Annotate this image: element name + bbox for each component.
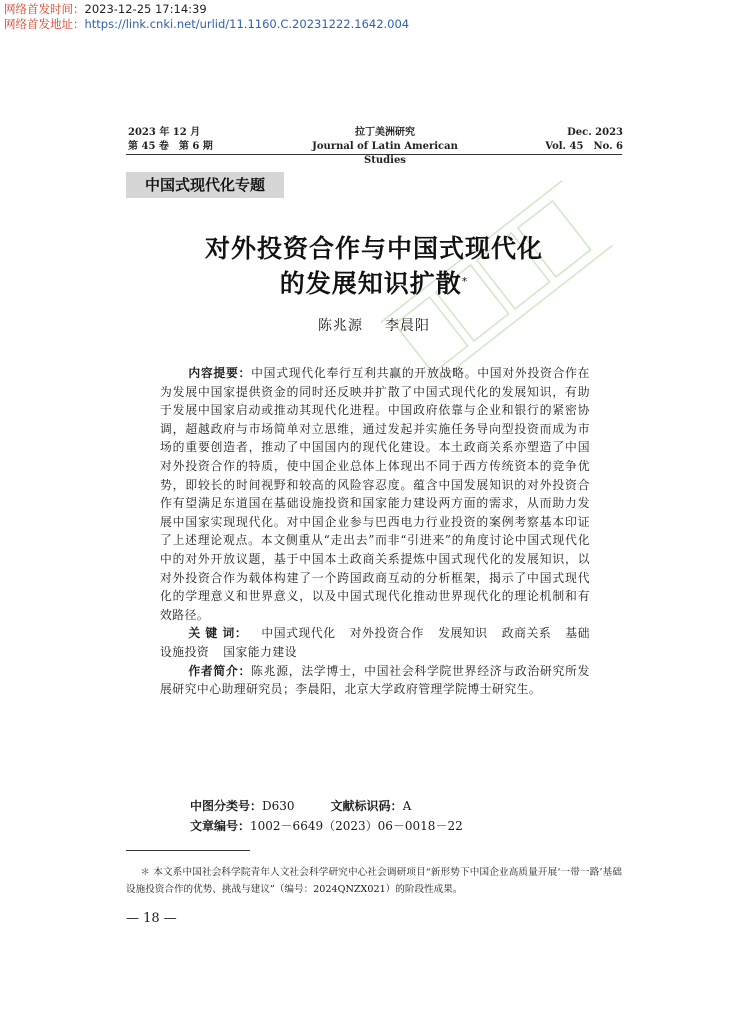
title-line2-text: 的发展知识扩散: [279, 269, 462, 298]
author-line: [126, 316, 622, 336]
header-volume-en: Vol. 45 No. 6: [545, 141, 623, 152]
keywords-label: 关 键 词：: [188, 626, 248, 641]
header-date-cn: 2023 年 12 月: [128, 127, 201, 138]
clc-label: 中图分类号：: [190, 799, 263, 813]
page-number: — 18 —: [126, 911, 177, 926]
article-number-label: 文章编号：: [190, 819, 251, 833]
article-title-line2: [126, 267, 622, 301]
journal-name-en: Journal of Latin American Studies: [312, 141, 458, 166]
footnote-rule: [126, 850, 250, 851]
header-rule: [126, 154, 622, 155]
journal-header-center: [290, 126, 480, 168]
abstract-label: 内容提要：: [188, 366, 252, 380]
publish-url-row: [4, 17, 409, 32]
abstract-paragraph: [160, 364, 590, 624]
keyword: 国家能力建设: [223, 644, 297, 659]
author-bio-label: 作者简介：: [188, 663, 252, 678]
header-date-en: Dec. 2023: [567, 127, 623, 138]
clc-value: D630: [262, 799, 295, 813]
abstract-text: 中国式现代化奉行互利共赢的开放战略。中国对外投资合作在为发展中国家提供资金的同时还反映并扩散了中国式现代化的发展知识，有助于发展中国家启动或推动其现代化进程。中国政府依靠与企业和银行的紧密协调，超越政府与市场简单对立思维，通过发起并实施任务导向型投资而成为市场的重要创造者，推动了中国国内的现代化建设。本土政商关系亦塑造了中国对外投资合作的特质，使中国企业总体上体现出不同于西方传统资本的竞争优势，即较长的时间视野和较高的风险容忍度。蕴含中国发展知识的对外投资合作有望满足东道国在基础设施投资和国家能力建设两方面的需求，从而助力发展中国家实现现代化。对中国企业参与巴西电力行业投资的案例考察基本印证了上述理论观点。本文侧重从“走出去”而非“引进来”的角度讨论中国式现代化中的对外开放议题，基于中国本土政商关系提炼中国式现代化的发展知识，以对外投资合作为载体构建了一个跨国政商互动的分析框架，揭示了中国式现代化的学理意义和世界意义，以及中国式现代化推动世界现代化的理论机制和有效路径。: [160, 366, 590, 622]
publish-url-link[interactable]: https://link.cnki.net/urlid/11.1160.C.20231222.1642.004: [84, 17, 410, 31]
classification-row: [190, 797, 411, 815]
publish-time-label: 网络首发时间：: [4, 2, 85, 16]
abstract-block: [160, 364, 590, 699]
header-volume-cn: 第 45 卷 第 6 期: [128, 141, 213, 152]
article-number-row: [190, 817, 463, 835]
article-number-value: 1002－6649（2023）06－0018－22: [250, 819, 463, 833]
keyword: 政商关系: [501, 626, 552, 641]
publish-url-label: 网络首发地址：: [4, 17, 85, 31]
publish-time-value: 2023-12-25 17:14:39: [84, 2, 207, 16]
keyword: 基础设施投资: [160, 626, 590, 659]
journal-name-cn: 拉丁美洲研究: [355, 127, 415, 138]
keyword: 中国式现代化: [261, 626, 336, 641]
keywords-paragraph: [160, 624, 590, 661]
article-title-line1: 对外投资合作与中国式现代化: [204, 234, 543, 263]
author-name: 陈兆源: [318, 318, 363, 334]
title-footnote-mark[interactable]: *: [461, 275, 469, 288]
keyword: 对外投资合作: [349, 626, 425, 641]
author-bio-paragraph: [160, 662, 590, 699]
publish-time-row: [4, 2, 207, 17]
doc-code-label: 文献标识码：: [330, 799, 403, 813]
author-name: 李晨阳: [385, 318, 430, 334]
journal-header-left: [128, 126, 213, 154]
keyword: 发展知识: [438, 626, 488, 641]
author-bio-text: 陈兆源，法学博士，中国社会科学院世界经济与政治研究所发展研究中心助理研究员；李晨阳，北京大学政府管理学院博士研究生。: [160, 663, 590, 697]
journal-header-right: [545, 126, 623, 154]
doc-code-value: A: [402, 799, 412, 813]
funding-footnote: ＊ 本文系中国社会科学院青年人文社会科学研究中心社会调研项目“新形势下中国企业高质量开展‘一带一路’基础设施投资合作的优势、挑战与建议”（编号：2024QNZX021）的阶段性成果。: [126, 867, 622, 895]
section-tag: 中国式现代化专题: [126, 172, 284, 198]
